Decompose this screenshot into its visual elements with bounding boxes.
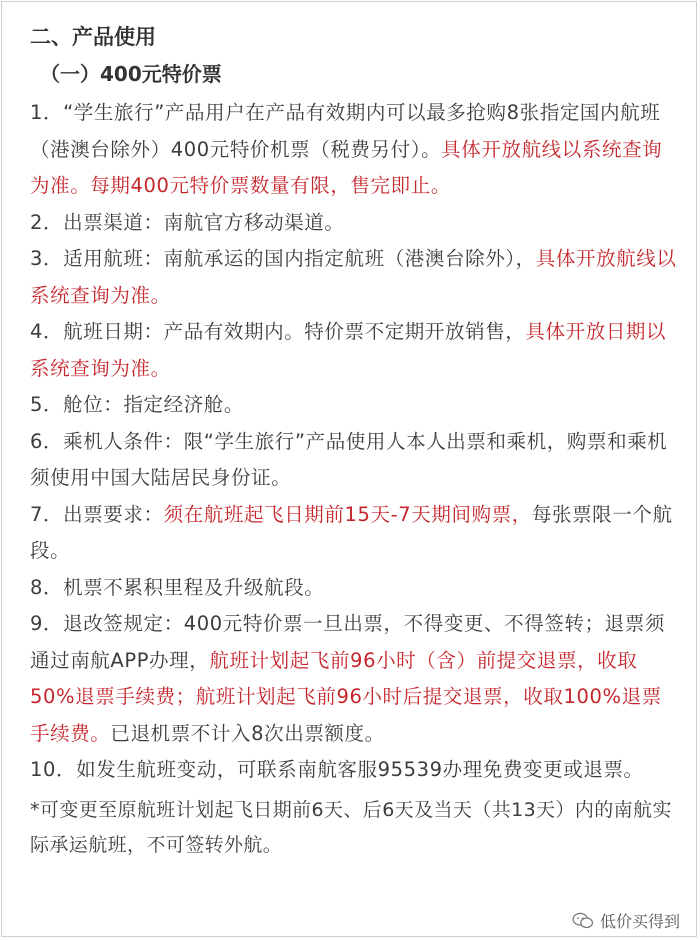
- highlight-text: 具体开放航线以系统查询为准。: [30, 247, 677, 307]
- rule-item-7: 7．出票要求：须在航班起飞日期前15天-7天期间购票，每张票限一个航段。: [30, 502, 673, 562]
- section-heading: 二、产品使用: [30, 25, 156, 49]
- rule-item-3: 3．适用航班：南航承运的国内指定航班（港澳台除外），具体开放航线以系统查询为准。: [30, 247, 677, 307]
- wechat-watermark: [572, 909, 680, 932]
- rule-item-2: 2．出票渠道：南航官方移动渠道。: [30, 210, 345, 234]
- highlight-text: 须在航班起飞日期前15天-7天期间购票，: [163, 502, 532, 526]
- rule-item-8: 8．机票不累积里程及升级航段。: [30, 575, 325, 599]
- highlight-text: 航班计划起飞前96小时（含）前提交退票，收取50%退票手续费；航班计划起飞前96小时后提交退票，收取100%退票手续费。: [30, 648, 662, 745]
- highlight-text: 具体开放航线以系统查询为准。每期400元特价票数量有限，售完即止。: [30, 137, 663, 197]
- rule-item-1: 1．“学生旅行”产品用户在产品有效期内可以最多抢购8张指定国内航班（港澳台除外）400元特价机票（税费另付）。具体开放航线以系统查询为准。每期400元特价票数量有限，售完即止。: [30, 101, 663, 197]
- watermark-text: 低价买得到: [599, 912, 680, 931]
- rule-item-10: 10．如发生航班变动，可联系南航客服95539办理免费变更或退票。: [30, 758, 644, 781]
- rule-item-9: 9．退改签规定：400元特价票一旦出票，不得变更、不得签转；退票须通过南航APP办理，航班计划起飞前96小时（含）前提交退票，收取50%退票手续费；航班计划起飞前96小时后提交退票，收取100%退票手续费。已退机票不计入8次出票额度。: [30, 612, 665, 745]
- rule-item-6: 6．乘机人条件：限“学生旅行”产品使用人本人出票和乘机，购票和乘机须使用中国大陆居民身份证。: [30, 429, 668, 489]
- wechat-icon: [572, 912, 594, 930]
- subsection-heading: （一）400元特价票: [40, 62, 222, 86]
- article-body: [30, 20, 680, 863]
- rule-item-5: 5．舱位：指定经济舱。: [30, 393, 245, 416]
- footnote: *可变更至原航班计划起飞日期前6天、后6天及当天（共13天）内的南航实际承运航班，不可签转外航。: [30, 798, 672, 856]
- rule-item-4: 4．航班日期：产品有效期内。特价票不定期开放销售，具体开放日期以系统查询为准。: [30, 320, 667, 380]
- highlight-text: 具体开放日期以系统查询为准。: [30, 320, 667, 380]
